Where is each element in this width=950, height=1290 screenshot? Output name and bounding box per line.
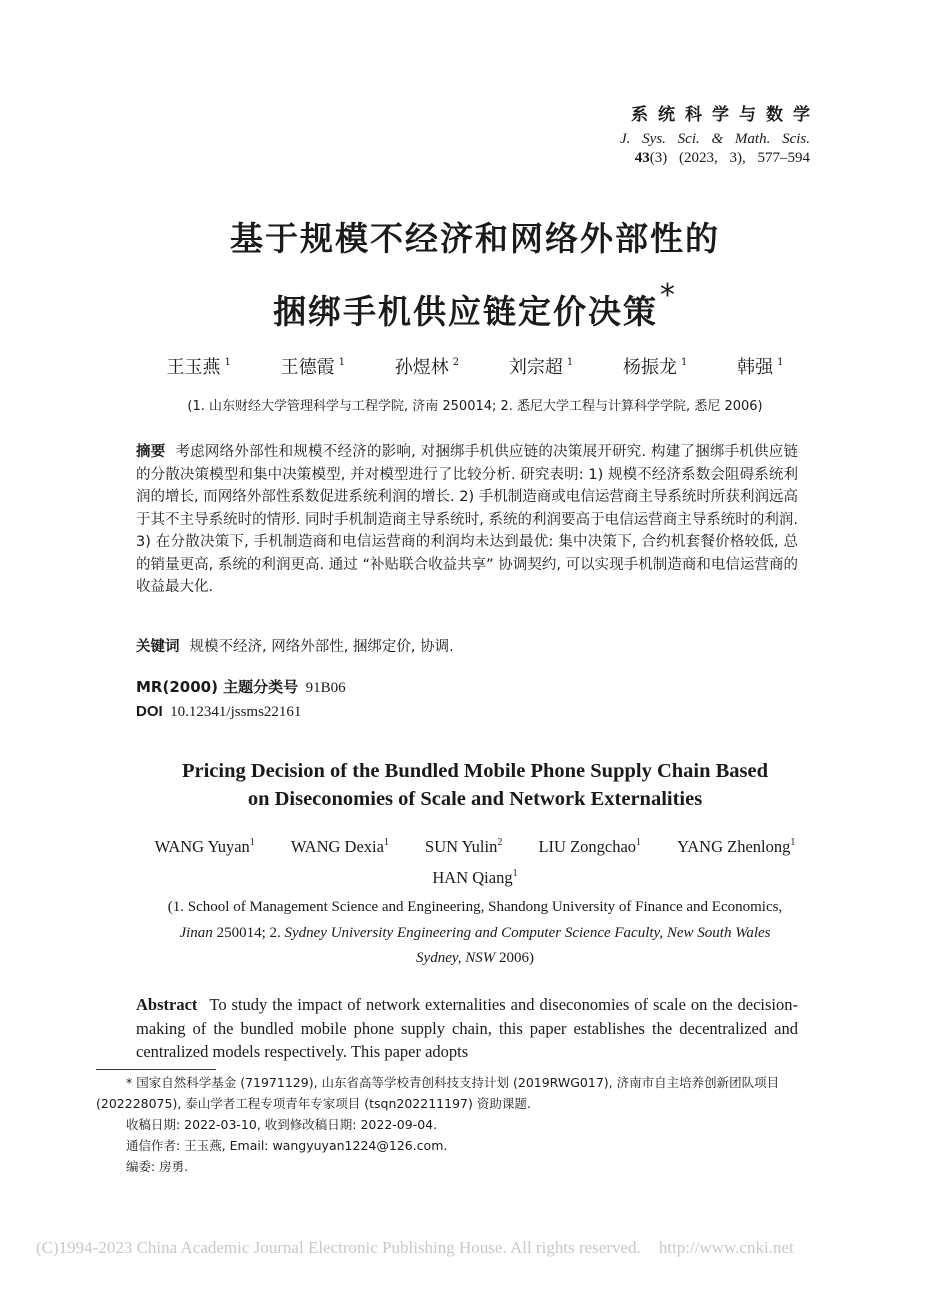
affiliation-en-part3: 250014; 2.	[216, 924, 281, 941]
affiliation-cn: (1. 山东财经大学管理科学与工程学院, 济南 250014; 2. 悉尼大学工程与计算科学学院, 悉尼 2006)	[187, 399, 763, 414]
title-cn-line2: 捆绑手机供应链定价决策	[273, 292, 658, 331]
author-en: HAN Qiang$^1$	[432, 868, 518, 887]
footnote-divider	[96, 1069, 216, 1070]
copyright-watermark	[36, 1238, 896, 1258]
keywords-cn-text: 规模不经济, 网络外部性, 捆绑定价, 协调.	[189, 639, 454, 655]
footnote-editor: 编委: 房勇.	[126, 1159, 189, 1174]
author-en: WANG Dexia$^1$	[290, 837, 389, 856]
journal-pages: 577–594	[757, 150, 810, 166]
authors-cn	[0, 353, 950, 379]
journal-issue: (3)	[649, 150, 668, 166]
title-en-line1: Pricing Decision of the Bundled Mobile Phone Supply Chain Based	[181, 760, 769, 782]
affiliation-en-part6: 2006)	[498, 950, 534, 966]
mr-label: MR(2000) 主题分类号	[136, 678, 299, 696]
author-en: YANG Zhenlong$^1$	[677, 837, 796, 856]
footnote-received: 收稿日期: 2022-03-10, 收到修改稿日期: 2022-09-04.	[126, 1117, 438, 1132]
author-cn: 王德霞 $^1$	[280, 357, 346, 378]
affiliation-en-part5: Sydney, NSW	[416, 950, 496, 966]
author-cn: 韩强 $^1$	[737, 357, 784, 378]
footnotes	[96, 1072, 836, 1177]
author-cn: 杨振龙 $^1$	[622, 357, 688, 378]
journal-date: (2023, 3),	[679, 150, 746, 166]
author-cn: 王玉燕 $^1$	[166, 357, 231, 378]
title-en	[0, 757, 950, 813]
abstract-cn	[136, 441, 798, 599]
author-en: LIU Zongchao$^1$	[538, 837, 642, 856]
author-en: SUN Yulin$^2$	[425, 837, 503, 856]
title-en-line2: on Diseconomies of Scale and Network Externalities	[247, 788, 703, 810]
journal-name-en: J. Sys. Sci. & Math. Scis.	[620, 131, 810, 147]
affiliation-en-part4: Sydney University Engineering and Computer Science Faculty, New South Wales	[284, 924, 771, 941]
journal-name-cn: 系统科学与数学	[631, 105, 820, 125]
keywords-cn	[136, 635, 798, 656]
mr-value: 91B06	[305, 680, 346, 696]
abstract-en-text: To study the impact of network externalities and diseconomies of scale on the decision-making of the bundled mobile phone supply chain, this paper establishes the decentralized and centralized models respectively. This paper adopts	[136, 995, 798, 1061]
author-en: WANG Yuyan$^1$	[154, 837, 255, 856]
abstract-cn-label: 摘要	[136, 444, 166, 460]
keywords-cn-label: 关键词	[136, 639, 180, 655]
abstract-en-label: Abstract	[136, 995, 198, 1014]
footnote-funding: * 国家自然科学基金 (71971129), 山东省高等学校青创科技支持计划 (2019RWG017), 济南市自主培养创新团队项目 (202228075), 泰山学者工程专项青年专家项目 (tsqn202211197) 资助课题.	[96, 1075, 780, 1111]
journal-volume-line	[560, 150, 810, 167]
affiliation-en-part1: (1. School of Management Science and Engineering, Shandong University of Finance and Economics,	[167, 899, 783, 915]
doi-value: 10.12341/jssms22161	[170, 704, 302, 720]
title-cn-line2-wrap	[0, 278, 950, 333]
doi-line	[136, 703, 301, 721]
author-cn: 刘宗超 $^1$	[508, 357, 574, 378]
journal-header	[560, 100, 820, 167]
title-footnote-mark: *	[660, 278, 677, 313]
mr-classification	[136, 676, 346, 697]
copyright-url[interactable]: http://www.cnki.net	[658, 1238, 794, 1257]
journal-volume: 43	[634, 150, 650, 166]
copyright-text: (C)1994-2023 China Academic Journal Electronic Publishing House. All rights reserved.	[36, 1238, 641, 1257]
doi-label: DOI	[136, 703, 163, 720]
abstract-en	[136, 993, 798, 1064]
affiliation-en	[90, 895, 860, 972]
author-cn: 孙煜林 $^2$	[394, 357, 460, 378]
footnote-corresponding: 通信作者: 王玉燕, Email: wangyuyan1224@126.com.	[126, 1138, 448, 1153]
authors-en	[80, 829, 870, 891]
abstract-cn-text: 考虑网络外部性和规模不经济的影响, 对捆绑手机供应链的决策展开研究. 构建了捆绑手机供应链的分散决策模型和集中决策模型, 并对模型进行了比较分析. 研究表明: 1) 规模不经济系数会阻碍系统利润的增长, 而网络外部性系数促进系统利润的增长. 2) 手机制造商或电信运营商主导系统时所获利润远高于其不主导系统时的情形. 同时手机制造商主导系统时, 系统的利润要高于电信运营商主导系统时的利润. 3) 在分散决策下, 手机制造商和电信运营商的利润均未达到最优: 集中决策下, 合约机套餐价格较低, 总的销量更高, 系统的利润更高. 通过 “补贴联合收益共享” 协调契约, 可以实现手机制造商和电信运营商的收益最大化.	[136, 444, 799, 595]
affiliation-en-part2: Jinan	[179, 924, 213, 941]
title-cn-line1: 基于规模不经济和网络外部性的	[230, 219, 720, 258]
